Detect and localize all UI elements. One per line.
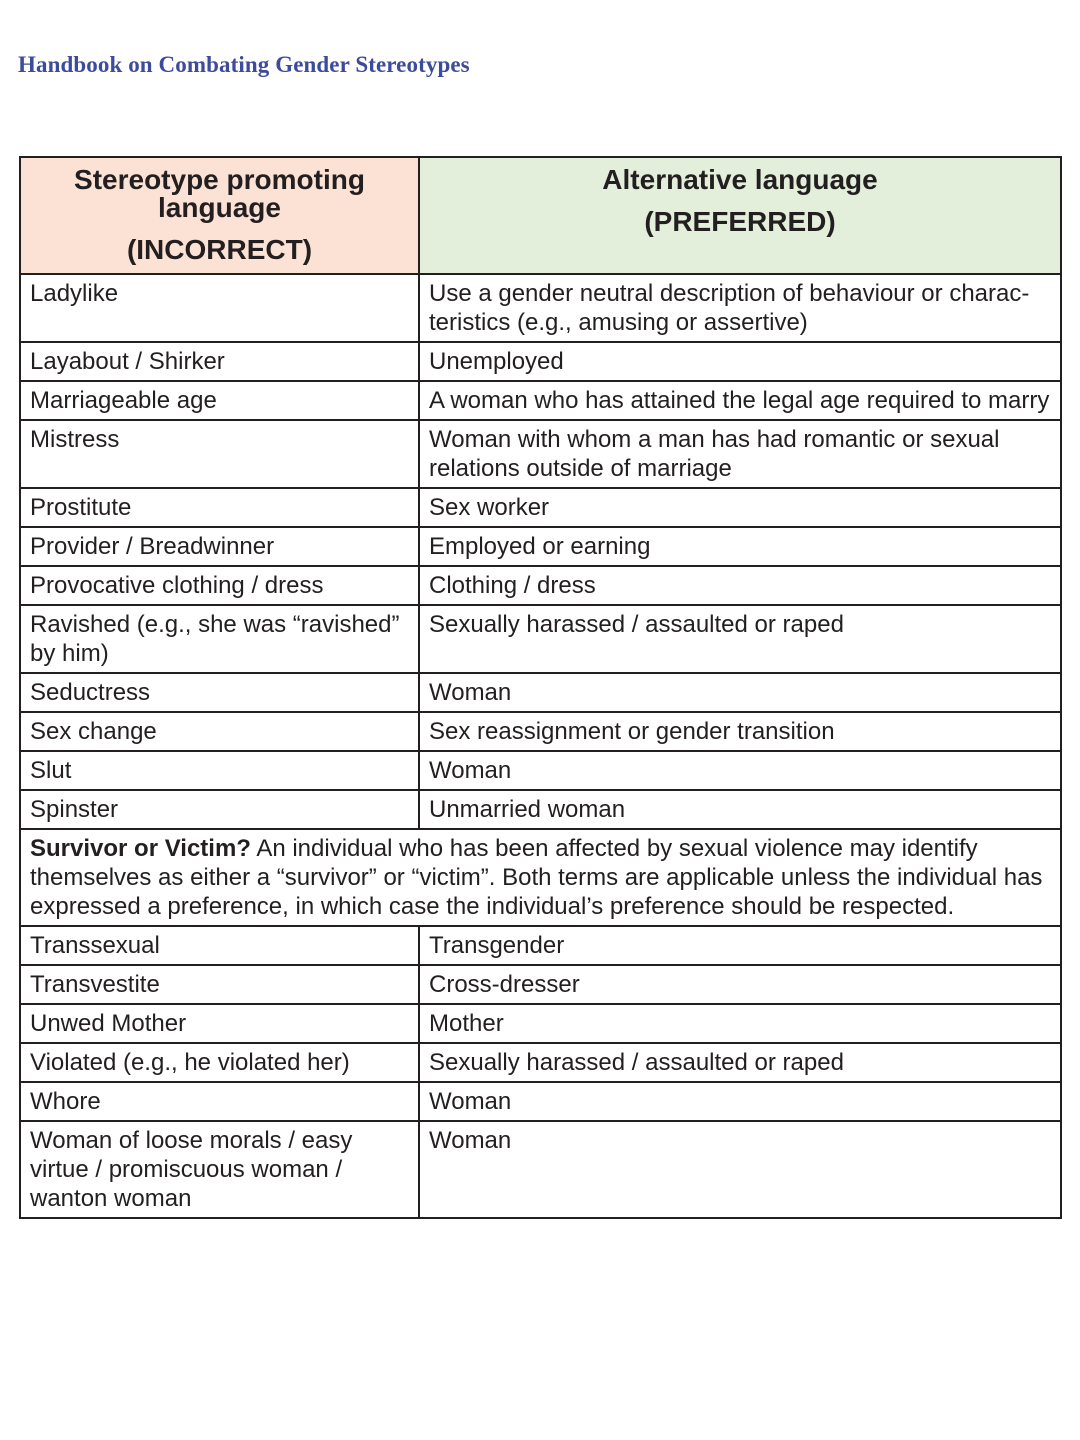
table-row bbox=[20, 274, 1061, 342]
term-cell: Spinster bbox=[20, 790, 419, 829]
alternative-cell: Use a gender neutral description of behaviour or charac-teristics (e.g., amusing or assertive) bbox=[419, 274, 1061, 342]
alternative-cell: Sex reassignment or gender transition bbox=[419, 712, 1061, 751]
table-header-row bbox=[20, 157, 1061, 274]
table-row bbox=[20, 381, 1061, 420]
alternative-cell: Employed or earning bbox=[419, 527, 1061, 566]
note-row bbox=[20, 829, 1061, 926]
table-row bbox=[20, 965, 1061, 1004]
alternative-cell: Woman bbox=[419, 1082, 1061, 1121]
table-row bbox=[20, 1004, 1061, 1043]
alternative-cell: Sexually harassed / assaulted or raped bbox=[419, 1043, 1061, 1082]
term-cell: Seductress bbox=[20, 673, 419, 712]
note-cell bbox=[20, 829, 1061, 926]
table-row bbox=[20, 1082, 1061, 1121]
term-cell: Slut bbox=[20, 751, 419, 790]
term-cell: Transvestite bbox=[20, 965, 419, 1004]
term-cell: Provocative clothing / dress bbox=[20, 566, 419, 605]
terminology-table bbox=[19, 156, 1062, 1219]
term-cell: Layabout / Shirker bbox=[20, 342, 419, 381]
running-header: Handbook on Combating Gender Stereotypes bbox=[18, 52, 470, 77]
header-incorrect-line2: language bbox=[158, 192, 281, 223]
term-cell: Marriageable age bbox=[20, 381, 419, 420]
term-cell: Whore bbox=[20, 1082, 419, 1121]
alternative-cell: Unemployed bbox=[419, 342, 1061, 381]
table-row bbox=[20, 342, 1061, 381]
table-row bbox=[20, 488, 1061, 527]
header-preferred-line2: (PREFERRED) bbox=[644, 206, 836, 237]
term-cell: Transsexual bbox=[20, 926, 419, 965]
alternative-cell: Woman bbox=[419, 673, 1061, 712]
alternative-cell: Sex worker bbox=[419, 488, 1061, 527]
table-row bbox=[20, 527, 1061, 566]
term-cell: Sex change bbox=[20, 712, 419, 751]
alternative-cell: Cross-dresser bbox=[419, 965, 1061, 1004]
header-incorrect-line3: (INCORRECT) bbox=[126, 234, 313, 265]
term-cell: Ladylike bbox=[20, 274, 419, 342]
term-cell: Provider / Breadwinner bbox=[20, 527, 419, 566]
alternative-cell: A woman who has attained the legal age required to marry bbox=[419, 381, 1061, 420]
term-cell: Ravished (e.g., she was “ravished” by him) bbox=[20, 605, 419, 673]
table-row bbox=[20, 566, 1061, 605]
table-row bbox=[20, 790, 1061, 829]
alternative-cell: Mother bbox=[419, 1004, 1061, 1043]
header-preferred-line1: Alternative language bbox=[602, 164, 878, 195]
alternative-cell: Sexually harassed / assaulted or raped bbox=[419, 605, 1061, 673]
alternative-cell: Woman bbox=[419, 751, 1061, 790]
term-cell: Violated (e.g., he violated her) bbox=[20, 1043, 419, 1082]
term-cell: Prostitute bbox=[20, 488, 419, 527]
header-incorrect-line1: Stereotype promoting bbox=[74, 164, 365, 195]
table-row bbox=[20, 673, 1061, 712]
table-row bbox=[20, 712, 1061, 751]
note-title: Survivor or Victim? bbox=[30, 835, 251, 862]
table-body-a bbox=[20, 274, 1061, 829]
table-row bbox=[20, 1043, 1061, 1082]
alternative-cell: Clothing / dress bbox=[419, 566, 1061, 605]
term-cell: Woman of loose morals / easy virtue / promiscuous woman / wanton woman bbox=[20, 1121, 419, 1218]
alternative-cell: Transgender bbox=[419, 926, 1061, 965]
table-body-b bbox=[20, 926, 1061, 1218]
header-incorrect-language bbox=[20, 157, 419, 274]
alternative-cell: Woman bbox=[419, 1121, 1061, 1218]
term-cell: Unwed Mother bbox=[20, 1004, 419, 1043]
table-row bbox=[20, 751, 1061, 790]
table-row bbox=[20, 926, 1061, 965]
term-cell: Mistress bbox=[20, 420, 419, 488]
table-row bbox=[20, 605, 1061, 673]
table-body-note bbox=[20, 829, 1061, 926]
table-row bbox=[20, 1121, 1061, 1218]
alternative-cell: Unmarried woman bbox=[419, 790, 1061, 829]
table-row bbox=[20, 420, 1061, 488]
header-preferred-language bbox=[419, 157, 1061, 274]
note-text: An individual who has been affected by sexual violence may identify themselves as either a “survivor” or “victim”. Both terms are applicable unless the individual has expressed a preference, in which case the individual’s preference should be respected. bbox=[30, 835, 1043, 920]
alternative-cell: Woman with whom a man has had romantic or sexual relations outside of marriage bbox=[419, 420, 1061, 488]
